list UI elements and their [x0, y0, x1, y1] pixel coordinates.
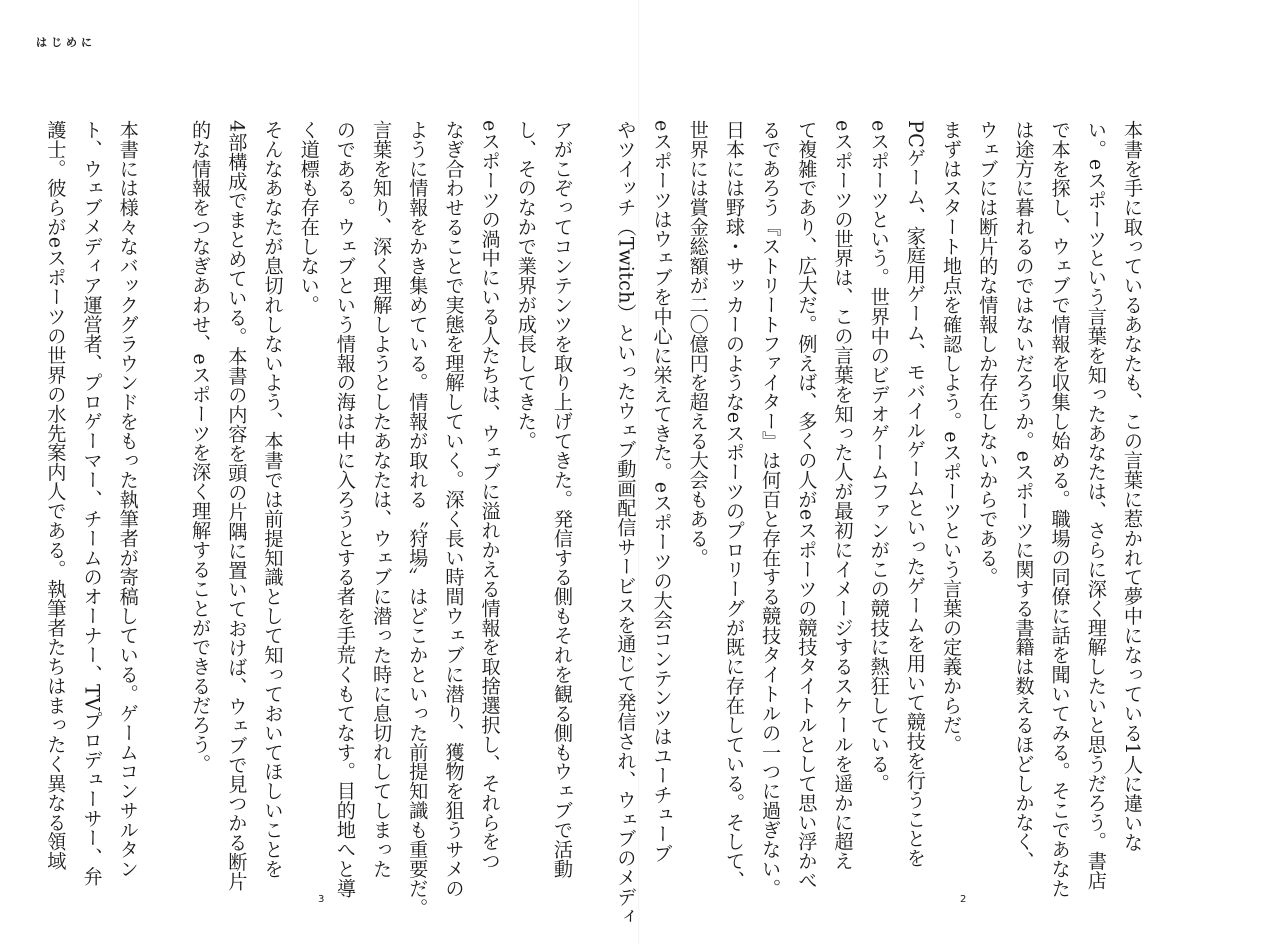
text-line: eスポーツはウェブを中心に栄えてきた。eスポーツの大会コンテンツはユーチューブ [650, 120, 674, 863]
text-line [146, 120, 182, 810]
text-line: のである。ウェブという情報の海は中に入ろうとする者を手荒くもてなす。目的地へと導 [333, 120, 357, 898]
text-line: ト、ウェブメディア運営者、プロゲーマー、チームのオーナー、TVプロデューサー、弁 [80, 120, 104, 887]
text-line: そんなあなたが息切れしないよう、本書では前提知識として知っておいてほしいことを [261, 120, 285, 879]
text-line: 護士。彼らがeスポーツの世界の水先案内人である。執筆者たちはまったく異なる領域 [44, 120, 68, 871]
left-page-text [44, 120, 580, 918]
page-number-left: 3 [318, 894, 325, 905]
text-line: 世界には賞金総額が二〇億円を超える大会もある。 [686, 120, 710, 568]
text-line: まずはスタート地点を確認しよう。eスポーツという言葉の定義からだ。 [940, 120, 964, 755]
text-line: 本書を手に取っているあなたも、この言葉に惹かれて夢中になっている1人に違いな [1121, 120, 1144, 853]
text-line: アがこぞってコンテンツを取り上げてきた。発信する側もそれを観る側もウェブで活動 [551, 120, 574, 879]
text-line: ように情報をかき集めている。情報が取れる〝狩場〟はどこかといった前提知識も重要だ。 [406, 120, 430, 918]
text-line: て複雑であり、広大だ。例えば、多くの人がeスポーツの競技タイトルとして思い浮かべ [795, 120, 819, 891]
text-line: PCゲーム、家庭用ゲーム、モバイルゲームといったゲームを用いて競技を行うことを [903, 120, 927, 868]
text-line: 的な情報をつなぎあわせ、eスポーツを深く理解することができるだろう。 [189, 120, 213, 774]
left-page [44, 120, 580, 918]
text-line: 日本には野球・サッカーのようなeスポーツのプロリーグが既に存在している。そして、 [722, 120, 746, 891]
text-line: eスポーツの世界は、この言葉を知った人が最初にイメージするスケールを遥かに超え [831, 120, 855, 871]
text-line: く道標も存在しない。 [297, 120, 321, 315]
text-line: eスポーツの渦中にいる人たちは、ウェブに溢れかえる情報を取捨選択し、それらをつ [478, 120, 502, 871]
text-line: い。eスポーツという言葉を知ったあなたは、さらに深く理解したいと思うだろう。書店 [1084, 120, 1108, 891]
page-number-right: 2 [960, 894, 967, 905]
right-page-text [614, 120, 1150, 927]
right-page [614, 120, 1150, 927]
text-line: ウェブには断片的な情報しか存在しないからである。 [976, 120, 1000, 587]
text-line: なぎ合わせることで実態を理解していく。深く長い時間ウェブに潜り、獲物を狙うサメの [442, 120, 466, 898]
text-line: 本書には様々なバックグラウンドをもった執筆者が寄稿している。ゲームコンサルタン [116, 120, 140, 879]
text-line: やツイッチ（Twitch）といったウェブ動画配信サービスを通じて発信され、ウェブのメディ [614, 120, 638, 927]
text-line: るであろう『ストリートファイター』は何百と存在する競技タイトルの一つに過ぎない。 [759, 120, 783, 898]
text-line: で本を探し、ウェブで情報を収集し始める。職場の同僚に話を聞いてみる。そこであなた [1048, 120, 1072, 898]
text-line: は途方に暮れるのではないだろうか。eスポーツに関する書籍は数えるほどしかなく、 [1012, 120, 1036, 871]
text-line: し、そのなかで業界が成長してきた。 [514, 120, 538, 451]
text-line: eスポーツという。世界中のビデオゲームファンがこの競技に熱狂している。 [867, 120, 891, 793]
text-line: 4部構成でまとめている。本書の内容を頭の片隅に置いておけば、ウェブで見つかる断片 [225, 120, 249, 892]
text-line: 言葉を知り、深く理解しようとしたあなたは、ウェブに潜った時に息切れしてしまった [370, 120, 394, 879]
section-label: はじめに [36, 36, 96, 49]
